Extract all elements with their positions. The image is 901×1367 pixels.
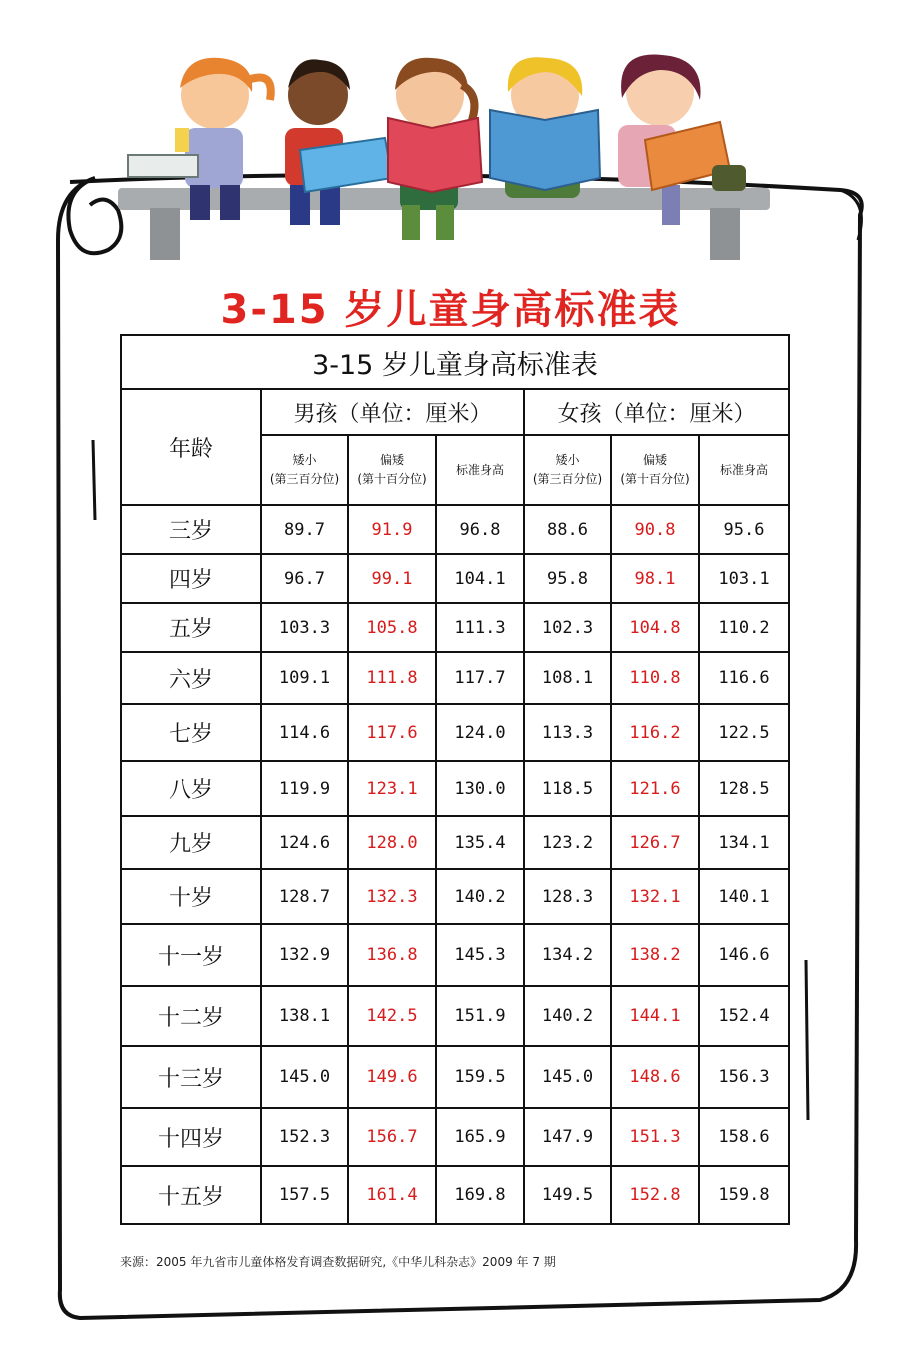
height-value-cell: 95.6 — [699, 505, 789, 554]
sub-header-label: 矮小 — [555, 453, 580, 467]
height-value-cell: 122.5 — [699, 704, 789, 761]
height-value-cell: 104.8 — [611, 603, 699, 652]
height-value-cell: 138.2 — [611, 924, 699, 986]
height-value-cell: 116.6 — [699, 652, 789, 704]
height-value-cell: 136.8 — [348, 924, 436, 986]
table-row — [121, 603, 789, 652]
height-value-cell: 88.6 — [524, 505, 611, 554]
age-cell: 三岁 — [121, 505, 261, 554]
height-value-cell: 90.8 — [611, 505, 699, 554]
table-row — [121, 554, 789, 603]
height-value-cell: 119.9 — [261, 761, 348, 816]
table-row — [121, 1046, 789, 1108]
height-value-cell: 108.1 — [524, 652, 611, 704]
height-value-cell: 128.5 — [699, 761, 789, 816]
height-value-cell: 159.5 — [436, 1046, 524, 1108]
height-value-cell: 156.3 — [699, 1046, 789, 1108]
sub-header-label: 矮小 — [292, 453, 317, 467]
height-value-cell: 116.2 — [611, 704, 699, 761]
age-cell: 十二岁 — [121, 986, 261, 1046]
table-row — [121, 816, 789, 869]
height-value-cell: 130.0 — [436, 761, 524, 816]
sub-header-note: (第三百分位) — [532, 472, 603, 486]
height-value-cell: 158.6 — [699, 1108, 789, 1166]
height-value-cell: 98.1 — [611, 554, 699, 603]
sub-header-cell — [611, 435, 699, 505]
height-value-cell: 102.3 — [524, 603, 611, 652]
height-value-cell: 132.1 — [611, 869, 699, 924]
sub-header-cell — [348, 435, 436, 505]
height-value-cell: 113.3 — [524, 704, 611, 761]
table-row — [121, 505, 789, 554]
height-value-cell: 165.9 — [436, 1108, 524, 1166]
girls-header: 女孩（单位：厘米） — [524, 389, 789, 435]
age-cell: 六岁 — [121, 652, 261, 704]
table-row — [121, 986, 789, 1046]
height-value-cell: 95.8 — [524, 554, 611, 603]
height-value-cell: 132.9 — [261, 924, 348, 986]
height-value-cell: 111.8 — [348, 652, 436, 704]
height-value-cell: 104.1 — [436, 554, 524, 603]
table-row — [121, 761, 789, 816]
height-value-cell: 118.5 — [524, 761, 611, 816]
height-value-cell: 152.3 — [261, 1108, 348, 1166]
sub-header-note: (第十百分位) — [357, 472, 427, 486]
height-value-cell: 161.4 — [348, 1166, 436, 1224]
height-value-cell: 151.3 — [611, 1108, 699, 1166]
height-value-cell: 145.0 — [261, 1046, 348, 1108]
height-value-cell: 152.4 — [699, 986, 789, 1046]
age-cell: 七岁 — [121, 704, 261, 761]
height-value-cell: 126.7 — [611, 816, 699, 869]
age-header: 年龄 — [121, 389, 261, 505]
age-cell: 十三岁 — [121, 1046, 261, 1108]
height-value-cell: 142.5 — [348, 986, 436, 1046]
height-value-cell: 140.1 — [699, 869, 789, 924]
sub-header-label: 标准身高 — [719, 462, 768, 477]
height-value-cell: 128.3 — [524, 869, 611, 924]
height-value-cell: 151.9 — [436, 986, 524, 1046]
height-value-cell: 103.1 — [699, 554, 789, 603]
height-value-cell: 91.9 — [348, 505, 436, 554]
age-cell: 十一岁 — [121, 924, 261, 986]
sub-header-cell — [524, 435, 611, 505]
sub-header-cell — [436, 435, 524, 505]
height-value-cell: 134.2 — [524, 924, 611, 986]
height-value-cell: 145.0 — [524, 1046, 611, 1108]
height-value-cell: 132.3 — [348, 869, 436, 924]
table-body — [121, 505, 789, 1224]
age-cell: 十五岁 — [121, 1166, 261, 1224]
height-value-cell: 159.8 — [699, 1166, 789, 1224]
age-cell: 十四岁 — [121, 1108, 261, 1166]
age-cell: 十岁 — [121, 869, 261, 924]
height-value-cell: 146.6 — [699, 924, 789, 986]
height-value-cell: 123.1 — [348, 761, 436, 816]
height-value-cell: 128.7 — [261, 869, 348, 924]
age-cell: 五岁 — [121, 603, 261, 652]
height-value-cell: 105.8 — [348, 603, 436, 652]
table-row — [121, 704, 789, 761]
height-value-cell: 145.3 — [436, 924, 524, 986]
height-value-cell: 117.7 — [436, 652, 524, 704]
height-value-cell: 152.8 — [611, 1166, 699, 1224]
sub-header-label: 偏矮 — [642, 453, 667, 467]
sub-header-note: (第三百分位) — [269, 472, 340, 486]
height-value-cell: 99.1 — [348, 554, 436, 603]
age-cell: 四岁 — [121, 554, 261, 603]
height-value-cell: 128.0 — [348, 816, 436, 869]
height-value-cell: 156.7 — [348, 1108, 436, 1166]
height-value-cell: 144.1 — [611, 986, 699, 1046]
source-note: 来源：2005 年九省市儿童体格发育调查数据研究,《中华儿科杂志》2009 年 7 期 — [120, 1255, 556, 1269]
table-row — [121, 652, 789, 704]
height-value-cell: 149.5 — [524, 1166, 611, 1224]
height-value-cell: 123.2 — [524, 816, 611, 869]
height-value-cell: 96.7 — [261, 554, 348, 603]
page-title: 3-15 岁儿童身高标准表 — [220, 287, 681, 333]
height-value-cell: 117.6 — [348, 704, 436, 761]
height-value-cell: 147.9 — [524, 1108, 611, 1166]
height-value-cell: 103.3 — [261, 603, 348, 652]
height-value-cell: 124.0 — [436, 704, 524, 761]
height-value-cell: 96.8 — [436, 505, 524, 554]
sub-header-label: 偏矮 — [379, 453, 404, 467]
height-value-cell: 149.6 — [348, 1046, 436, 1108]
height-value-cell: 135.4 — [436, 816, 524, 869]
height-value-cell: 134.1 — [699, 816, 789, 869]
height-value-cell: 140.2 — [524, 986, 611, 1046]
sub-header-cell — [699, 435, 789, 505]
table-row — [121, 1108, 789, 1166]
height-value-cell: 110.8 — [611, 652, 699, 704]
table-row — [121, 924, 789, 986]
height-value-cell: 114.6 — [261, 704, 348, 761]
height-value-cell: 110.2 — [699, 603, 789, 652]
height-value-cell: 124.6 — [261, 816, 348, 869]
sub-header-note: (第十百分位) — [620, 472, 690, 486]
height-value-cell: 148.6 — [611, 1046, 699, 1108]
height-value-cell: 138.1 — [261, 986, 348, 1046]
height-value-cell: 140.2 — [436, 869, 524, 924]
height-value-cell: 169.8 — [436, 1166, 524, 1224]
sub-header-cell — [261, 435, 348, 505]
height-standard-table — [120, 334, 790, 1225]
age-cell: 九岁 — [121, 816, 261, 869]
boys-header: 男孩（单位：厘米） — [261, 389, 524, 435]
sub-header-label: 标准身高 — [455, 462, 504, 477]
table-row — [121, 1166, 789, 1224]
height-value-cell: 157.5 — [261, 1166, 348, 1224]
height-value-cell: 111.3 — [436, 603, 524, 652]
height-value-cell: 109.1 — [261, 652, 348, 704]
table-row — [121, 869, 789, 924]
table-title: 3-15 岁儿童身高标准表 — [121, 335, 789, 389]
height-value-cell: 121.6 — [611, 761, 699, 816]
height-value-cell: 89.7 — [261, 505, 348, 554]
age-cell: 八岁 — [121, 761, 261, 816]
